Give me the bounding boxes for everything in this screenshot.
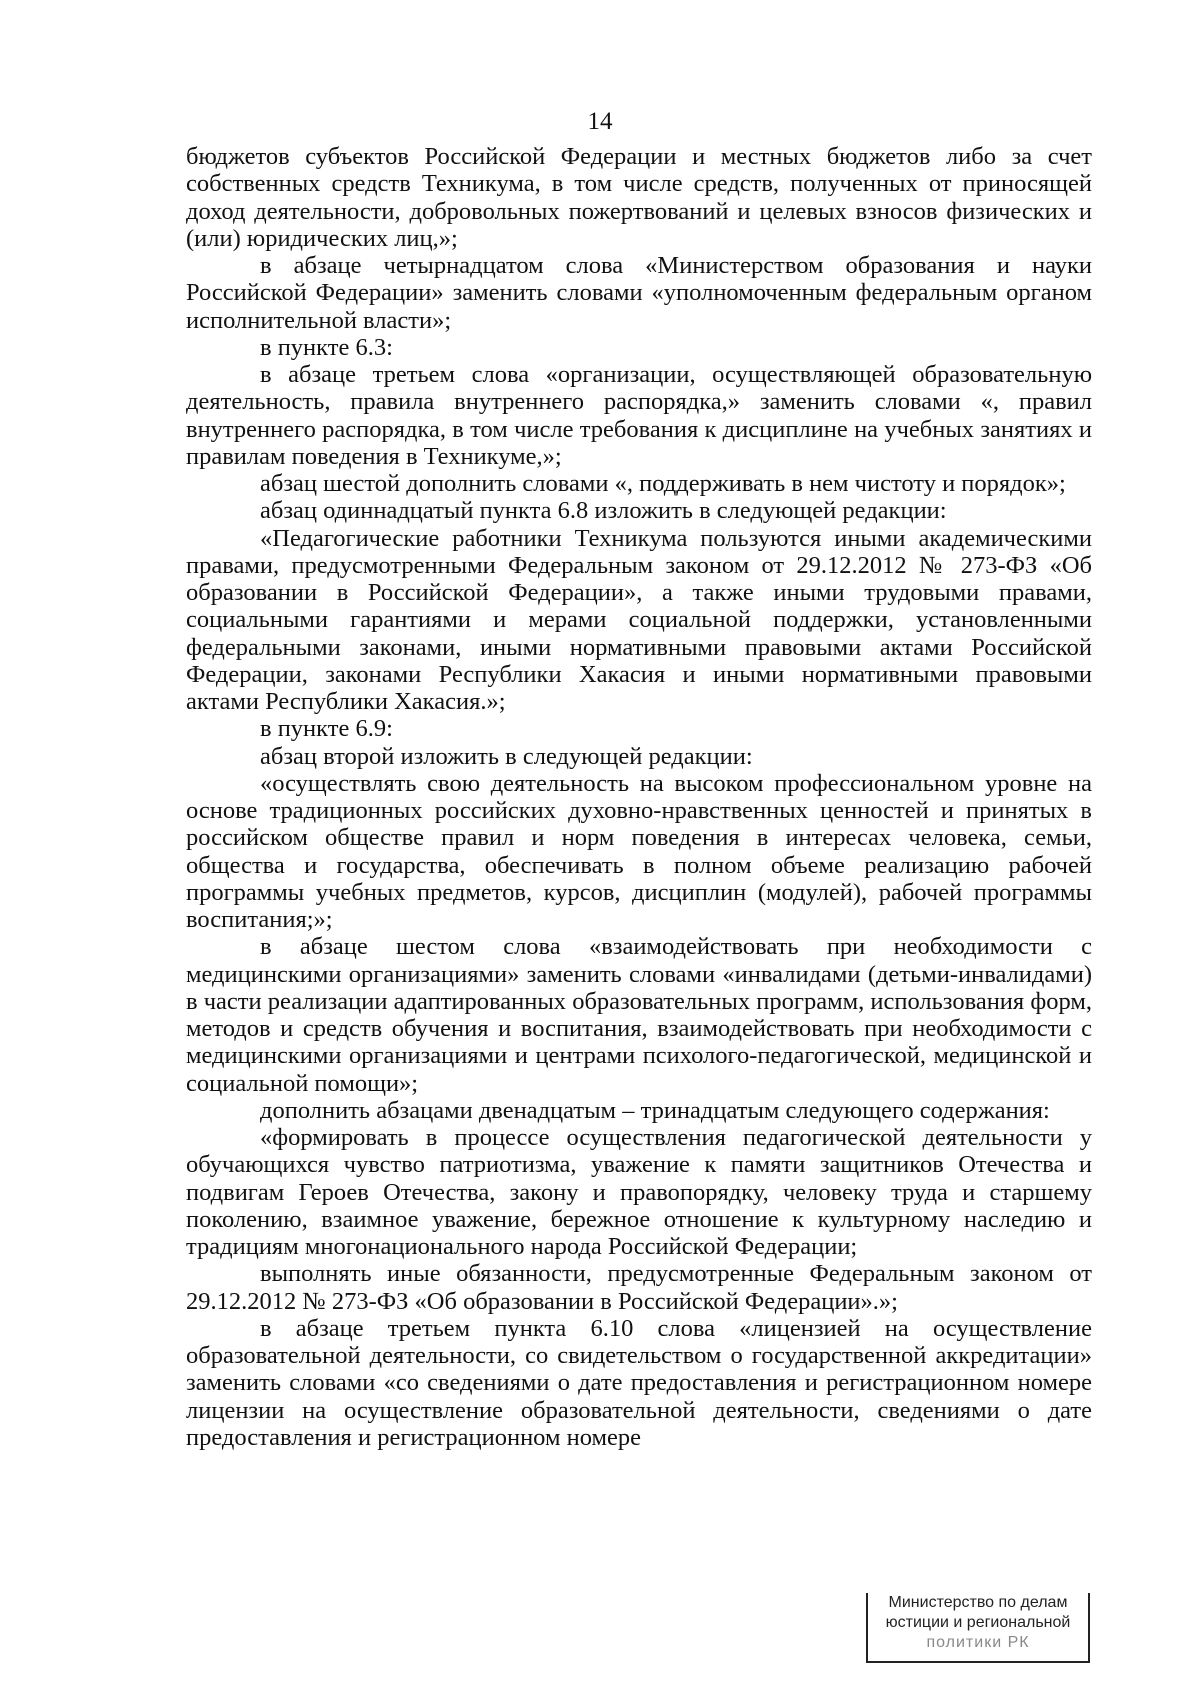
paragraph: бюджетов субъектов Российской Федерации и местных бюджетов либо за счет собственных средств Техникума, в том числе средств, полученных от приносящей доход деятельности, добровольных пожертвований и целевых взносов физических и (или) юридических лиц,»; (186, 143, 1092, 252)
stamp-line-2: юстиции и региональной (885, 1614, 1071, 1631)
stamp-line-1: Министерство по делам (888, 1594, 1068, 1611)
document-body (186, 143, 1092, 1451)
paragraph: в абзаце четырнадцатом слова «Министерством образования и науки Российской Федерации» заменить словами «уполномоченным федеральным органом исполнительной власти»; (186, 252, 1092, 334)
paragraph: «Педагогические работники Техникума пользуются иными академическими правами, предусмотренными Федеральным законом от 29.12.2012 № 273-ФЗ «Об образовании в Российской Федерации», а также иными трудовыми правами, социальными гарантиями и мерами социальной поддержки, установленными федеральными законами, иными нормативными правовыми актами Российской Федерации, законами Республики Хакасия и иными нормативными правовыми актами Республики Хакасия.»; (186, 524, 1092, 715)
paragraph: дополнить абзацами двенадцатым – тринадцатым следующего содержания: (260, 1096, 1050, 1124)
stamp-line-3: политики РК (926, 1634, 1030, 1651)
paragraph: выполнять иные обязанности, предусмотренные Федеральным законом от 29.12.2012 № 273-ФЗ «Об образовании в Российской Федерации».»; (186, 1260, 1092, 1315)
registration-stamp (866, 1593, 1090, 1663)
paragraph: в абзаце третьем слова «организации, осуществляющей образовательную деятельность, правила внутреннего распорядка,» заменить словами «, правил внутреннего распорядка, в том числе требования к дисциплине на учебных занятиях и правилам поведения в Техникуме,»; (186, 361, 1092, 470)
paragraph: абзац шестой дополнить словами «, поддерживать в нем чистоту и порядок»; (260, 470, 1066, 497)
paragraph: в пункте 6.3: (260, 333, 393, 361)
paragraph: в абзаце третьем пункта 6.10 слова «лицензией на осуществление образовательной деятельности, со свидетельством о государственной аккредитации» заменить словами «со сведениями о дате предоставления и регистрационном номере лицензии на осуществление образовательной деятельности, сведениями о дате предоставления и регистрационном номере (186, 1314, 1092, 1451)
paragraph: абзац второй изложить в следующей редакции: (260, 742, 753, 770)
paragraph: «осуществлять свою деятельность на высоком профессиональном уровне на основе традиционных российских духовно-нравственных ценностей и принятых в российском обществе правил и норм поведения в интересах человека, семьи, общества и государства, обеспечивать в полном объеме реализацию рабочей программы учебных предметов, курсов, дисциплин (модулей), рабочей программы воспитания;»; (186, 769, 1092, 933)
page-number: 14 (587, 108, 613, 135)
paragraph: «формировать в процессе осуществления педагогической деятельности у обучающихся чувство патриотизма, уважение к памяти защитников Отечества и подвигам Героев Отечества, закону и правопорядку, человеку труда и старшему поколению, взаимное уважение, бережное отношение к культурному наследию и традициям многонационального народа Российской Федерации; (186, 1124, 1092, 1260)
paragraph: в абзаце шестом слова «взаимодействовать при необходимости с медицинскими организациями» заменить словами «инвалидами (детьми-инвалидами) в части реализации адаптированных образовательных программ, использования форм, методов и средств обучения и воспитания, взаимодействовать при необходимости с медицинскими организациями и центрами психолого-педагогической, медицинской и социальной помощи»; (186, 933, 1092, 1097)
paragraph: в пункте 6.9: (260, 715, 393, 743)
paragraph: абзац одиннадцатый пункта 6.8 изложить в следующей редакции: (260, 497, 947, 525)
